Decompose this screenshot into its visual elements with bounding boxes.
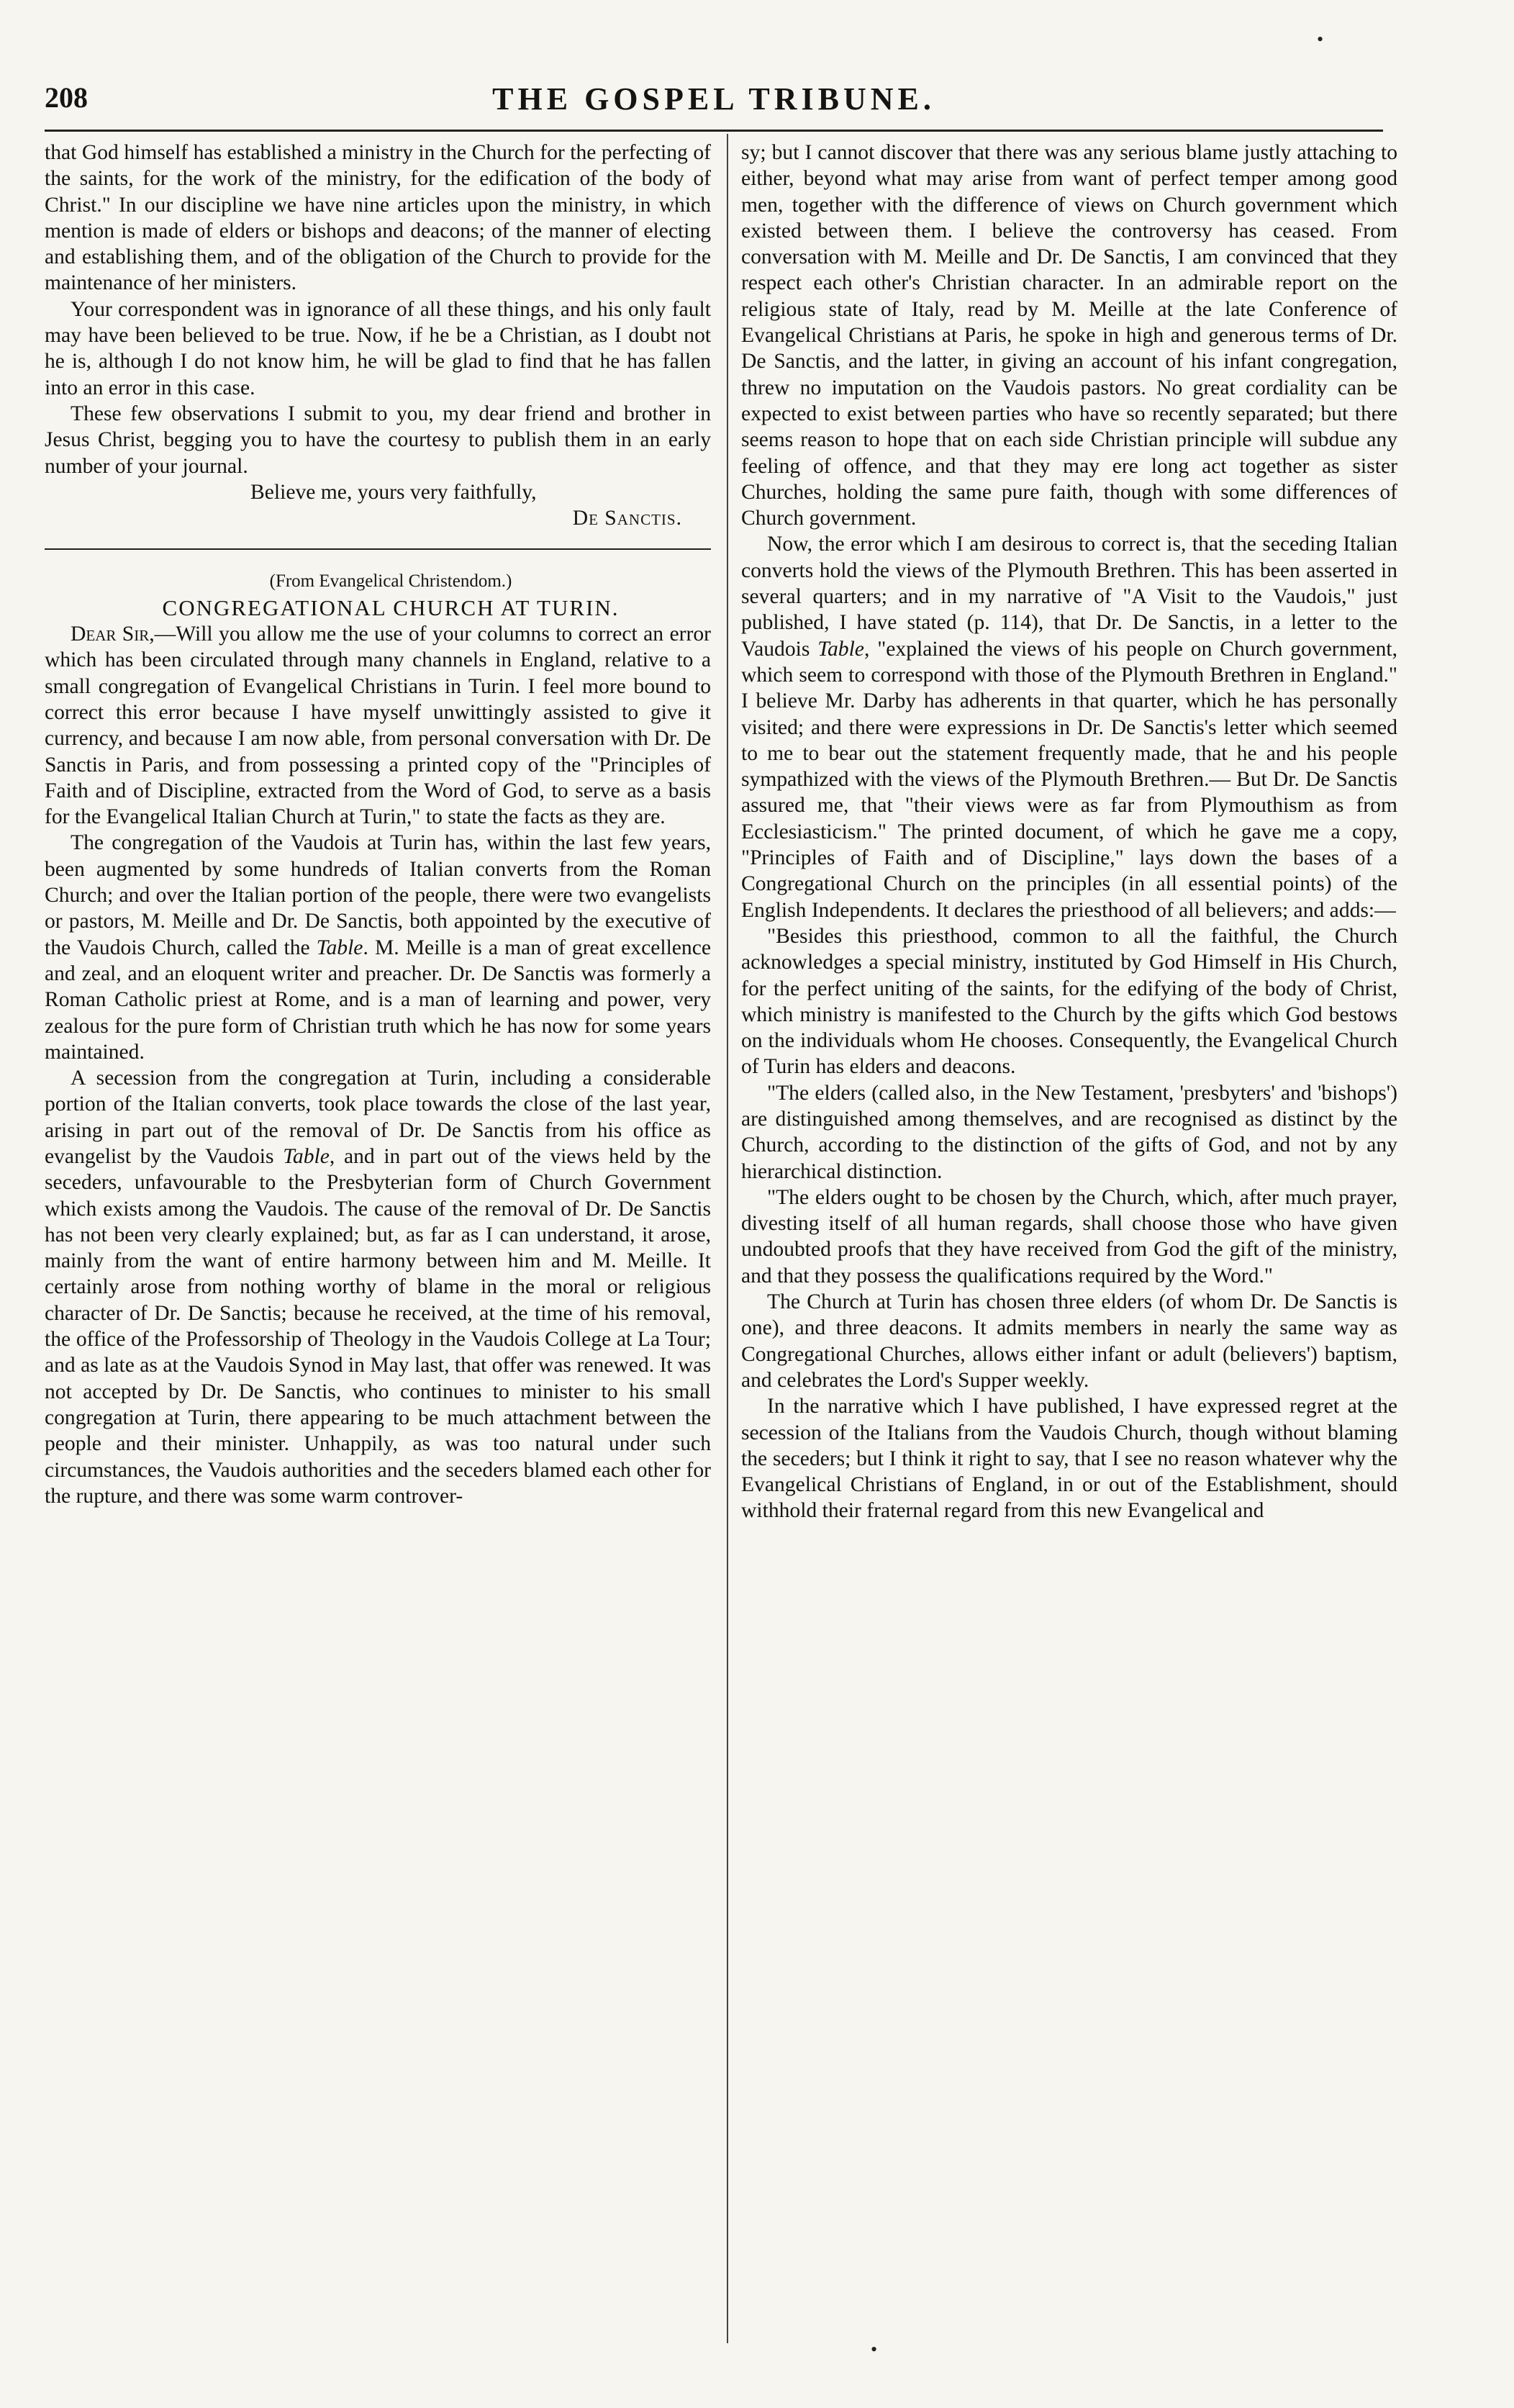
article-text: Now, the error which I am desirous to correct is, that the seceding Italian converts hold the views of the Plymouth Brethren. This has been asserted in several quarters; and in my narrative of "A Visit to the Vaudois," just published, I have stated (p. 114), that Dr. De Sanctis, in a letter to the Vaudois [741, 533, 1397, 661]
article-paragraph [741, 531, 1397, 923]
article-source: (From Evangelical Christendom.) [269, 571, 512, 592]
letter-signature: De Sanctis. [572, 507, 682, 530]
letter-paragraph: These few observations I submit to you, my dear friend and brother in Jesus Christ, begging you to have the courtesy to publish them in an early number of your journal. [45, 402, 711, 478]
ink-speck: • [871, 2339, 878, 2360]
left-column [45, 140, 711, 1509]
quote-paragraph: "Besides this priesthood, common to all the faithful, the Church acknowledges a special ministry, instituted by God Himself in His Church, for the perfect uniting of the saints, for the edifying of the body of Christ, which ministry is manifested to the Church by the gifts which God bestows on the individuals whom He chooses. Consequently, the Evangelical Church of Turin has elders and deacons. [741, 924, 1397, 1079]
section-divider [45, 548, 711, 550]
article-paragraph: In the narrative which I have published, I have expressed regret at the secession of the Italians from the Vaudois Church, though without blaming the seceders; but I think it right to say, that I see no reason whatever why the Evangelical Christians of England, in or out of the Establishment, should withhold their fraternal regard from this new Evangelical and [741, 1395, 1397, 1523]
letter-paragraph: Your correspondent was in ignorance of all these things, and his only fault may have been believed to be true. Now, if he be a Christian, as I doubt not he is, although I do not know him, he will be glad to find that he has fallen into an error in this case. [45, 297, 711, 399]
column-divider [727, 134, 728, 2343]
article-text: —Will you allow me the use of your columns to correct an error which has been circulated through many channels in England, relative to a small congregation of Evangelical Christians in Turin. I feel more bound to correct this error because I have myself unwittingly assisted to give it currency, and because I am now able, from personal conversation with Dr. De Sanctis in Paris, and from possessing a printed copy of the "Principles of Faith and of Discipline, extracted from the Word of God, to serve as a basis for the Evangelical Italian Church at Turin," to state the facts as they are. [45, 623, 711, 829]
article-italic: Table [817, 637, 864, 661]
ink-speck: • [1317, 29, 1324, 50]
article-headline: CONGREGATIONAL CHURCH AT TURIN. [162, 594, 620, 620]
header-rule [45, 130, 1383, 132]
article-paragraph [45, 830, 711, 1065]
article-paragraph: sy; but I cannot discover that there was any serious blame justly attaching to either, beyond what may arise from want of perfect temper among good men, together with the difference of views on Church government which existed between them. I believe the controversy has ceased. From conversation with M. Meille and Dr. De Sanctis, I am convinced that they respect each other's Christian character. In an admirable report on the religious state of Italy, read by M. Meille at the late Conference of Evangelical Christians at Paris, he spoke in high and generous terms of Dr. De Sanctis, and the latter, in giving an account of his infant congregation, threw no imputation on the Vaudois pastors. No great cordiality can be expected to exist between parties who have so recently separated; but there seems reason to hope that on each side Christian principle will subdue any feeling of offence, and that they may ere long act together as sister Churches, holding the same pure faith, though with some differences of Church government. [741, 141, 1397, 530]
quote-paragraph: "The elders (called also, in the New Testament, 'presbyters' and 'bishops') are distinguished among themselves, and are recognised as distinct by the Church, according to the distinction of the gifts of God, and not by any hierarchical distinction. [741, 1081, 1397, 1183]
article-italic: Table [283, 1144, 330, 1168]
letter-signoff: Believe me, yours very faithfully, [250, 480, 537, 504]
salutation: Dear Sir, [71, 623, 155, 646]
right-column [741, 140, 1397, 1524]
page-number: 208 [45, 81, 88, 114]
article-text: , "explained the views of his people on Church government, which seem to correspond with those of the Plymouth Brethren in England." I believe Mr. Darby has adherents in that quarter, which he has personally visited; and there were expressions in Dr. De Sanctis's letter which seemed to me to bear out the statement frequently made, that he and his people sympathized with the views of the Plymouth Brethren.— But Dr. De Sanctis assured me, that "their views were as far from Plymouthism as from Ecclesiasticism." The printed document, of which he gave me a copy, "Principles of Faith and of Discipline," lays down the bases of a Congregational Church on the principles (in all essential points) of the English Independents. It declares the priesthood of all believers; and adds:— [741, 637, 1397, 922]
article-paragraph: The Church at Turin has chosen three elders (of whom Dr. De Sanctis is one), and three deacons. It admits members in nearly the same way as Congregational Churches, allows either infant or adult (believers') baptism, and celebrates the Lord's Supper weekly. [741, 1290, 1397, 1392]
quote-paragraph: "The elders ought to be chosen by the Church, which, after much prayer, divesting itself of all human regards, shall choose those who have given undoubted proofs that they have received from God the gift of the ministry, and that they possess the qualifications required by the Word." [741, 1185, 1397, 1287]
article-text: , and in part out of the views held by the seceders, unfavourable to the Presbyterian form of Church Government which exists among the Vaudois. The cause of the removal of Dr. De Sanctis has not been very clearly explained; but, as far as I can understand, it arose, mainly from the want of entire harmony between him and M. Meille. It certainly arose from nothing worthy of blame in the moral or religious character of Dr. De Sanctis; because he received, at the time of his removal, the office of the Professorship of Theology in the Vaudois College at La Tour; and as late as at the Vaudois Synod in May last, that offer was renewed. It was not accepted by Dr. De Sanctis, who continues to minister to his small congregation at Turin, there appearing to be much attachment between the people and their minister. Unhappily, as was too natural under such circumstances, the Vaudois authorities and the seceders blamed each other for the rupture, and there was some warm controver- [45, 1144, 711, 1508]
article-text: A secession from the congregation at Turin, including a considerable portion of the Italian converts, took place towards the close of the last year, arising in part out of the removal of Dr. De Sanctis from his office as evangelist by the Vaudois [45, 1067, 711, 1168]
page-header [45, 81, 1383, 127]
letter-paragraph: that God himself has established a ministry in the Church for the perfecting of the saints, for the work of the ministry, for the edification of the body of Christ." In our discipline we have nine articles upon the ministry, in which mention is made of elders or bishops and deacons; of the manner of electing and establishing them, and of the obligation of the Church to provide for the maintenance of her ministers. [45, 141, 711, 295]
article-paragraph [45, 1065, 711, 1509]
article-text: . M. Meille is a man of great excellence and zeal, and an eloquent writer and preacher. Dr. De Sanctis was formerly a Roman Catholic priest at Rome, and is a man of learning and power, very zealous for the pure form of Christian truth which he has now for some years maintained. [45, 936, 711, 1064]
running-title: THE GOSPEL TRIBUNE. [492, 81, 935, 117]
article-paragraph [45, 621, 711, 830]
article-text: The congregation of the Vaudois at Turin has, within the last few years, been augmented by some hundreds of Italian converts from the Roman Church; and over the Italian portion of the people, there were two evangelists or pastors, M. Meille and Dr. De Sanctis, both appointed by the executive of the Vaudois Church, called the [45, 831, 711, 959]
article-italic: Table [316, 936, 363, 959]
